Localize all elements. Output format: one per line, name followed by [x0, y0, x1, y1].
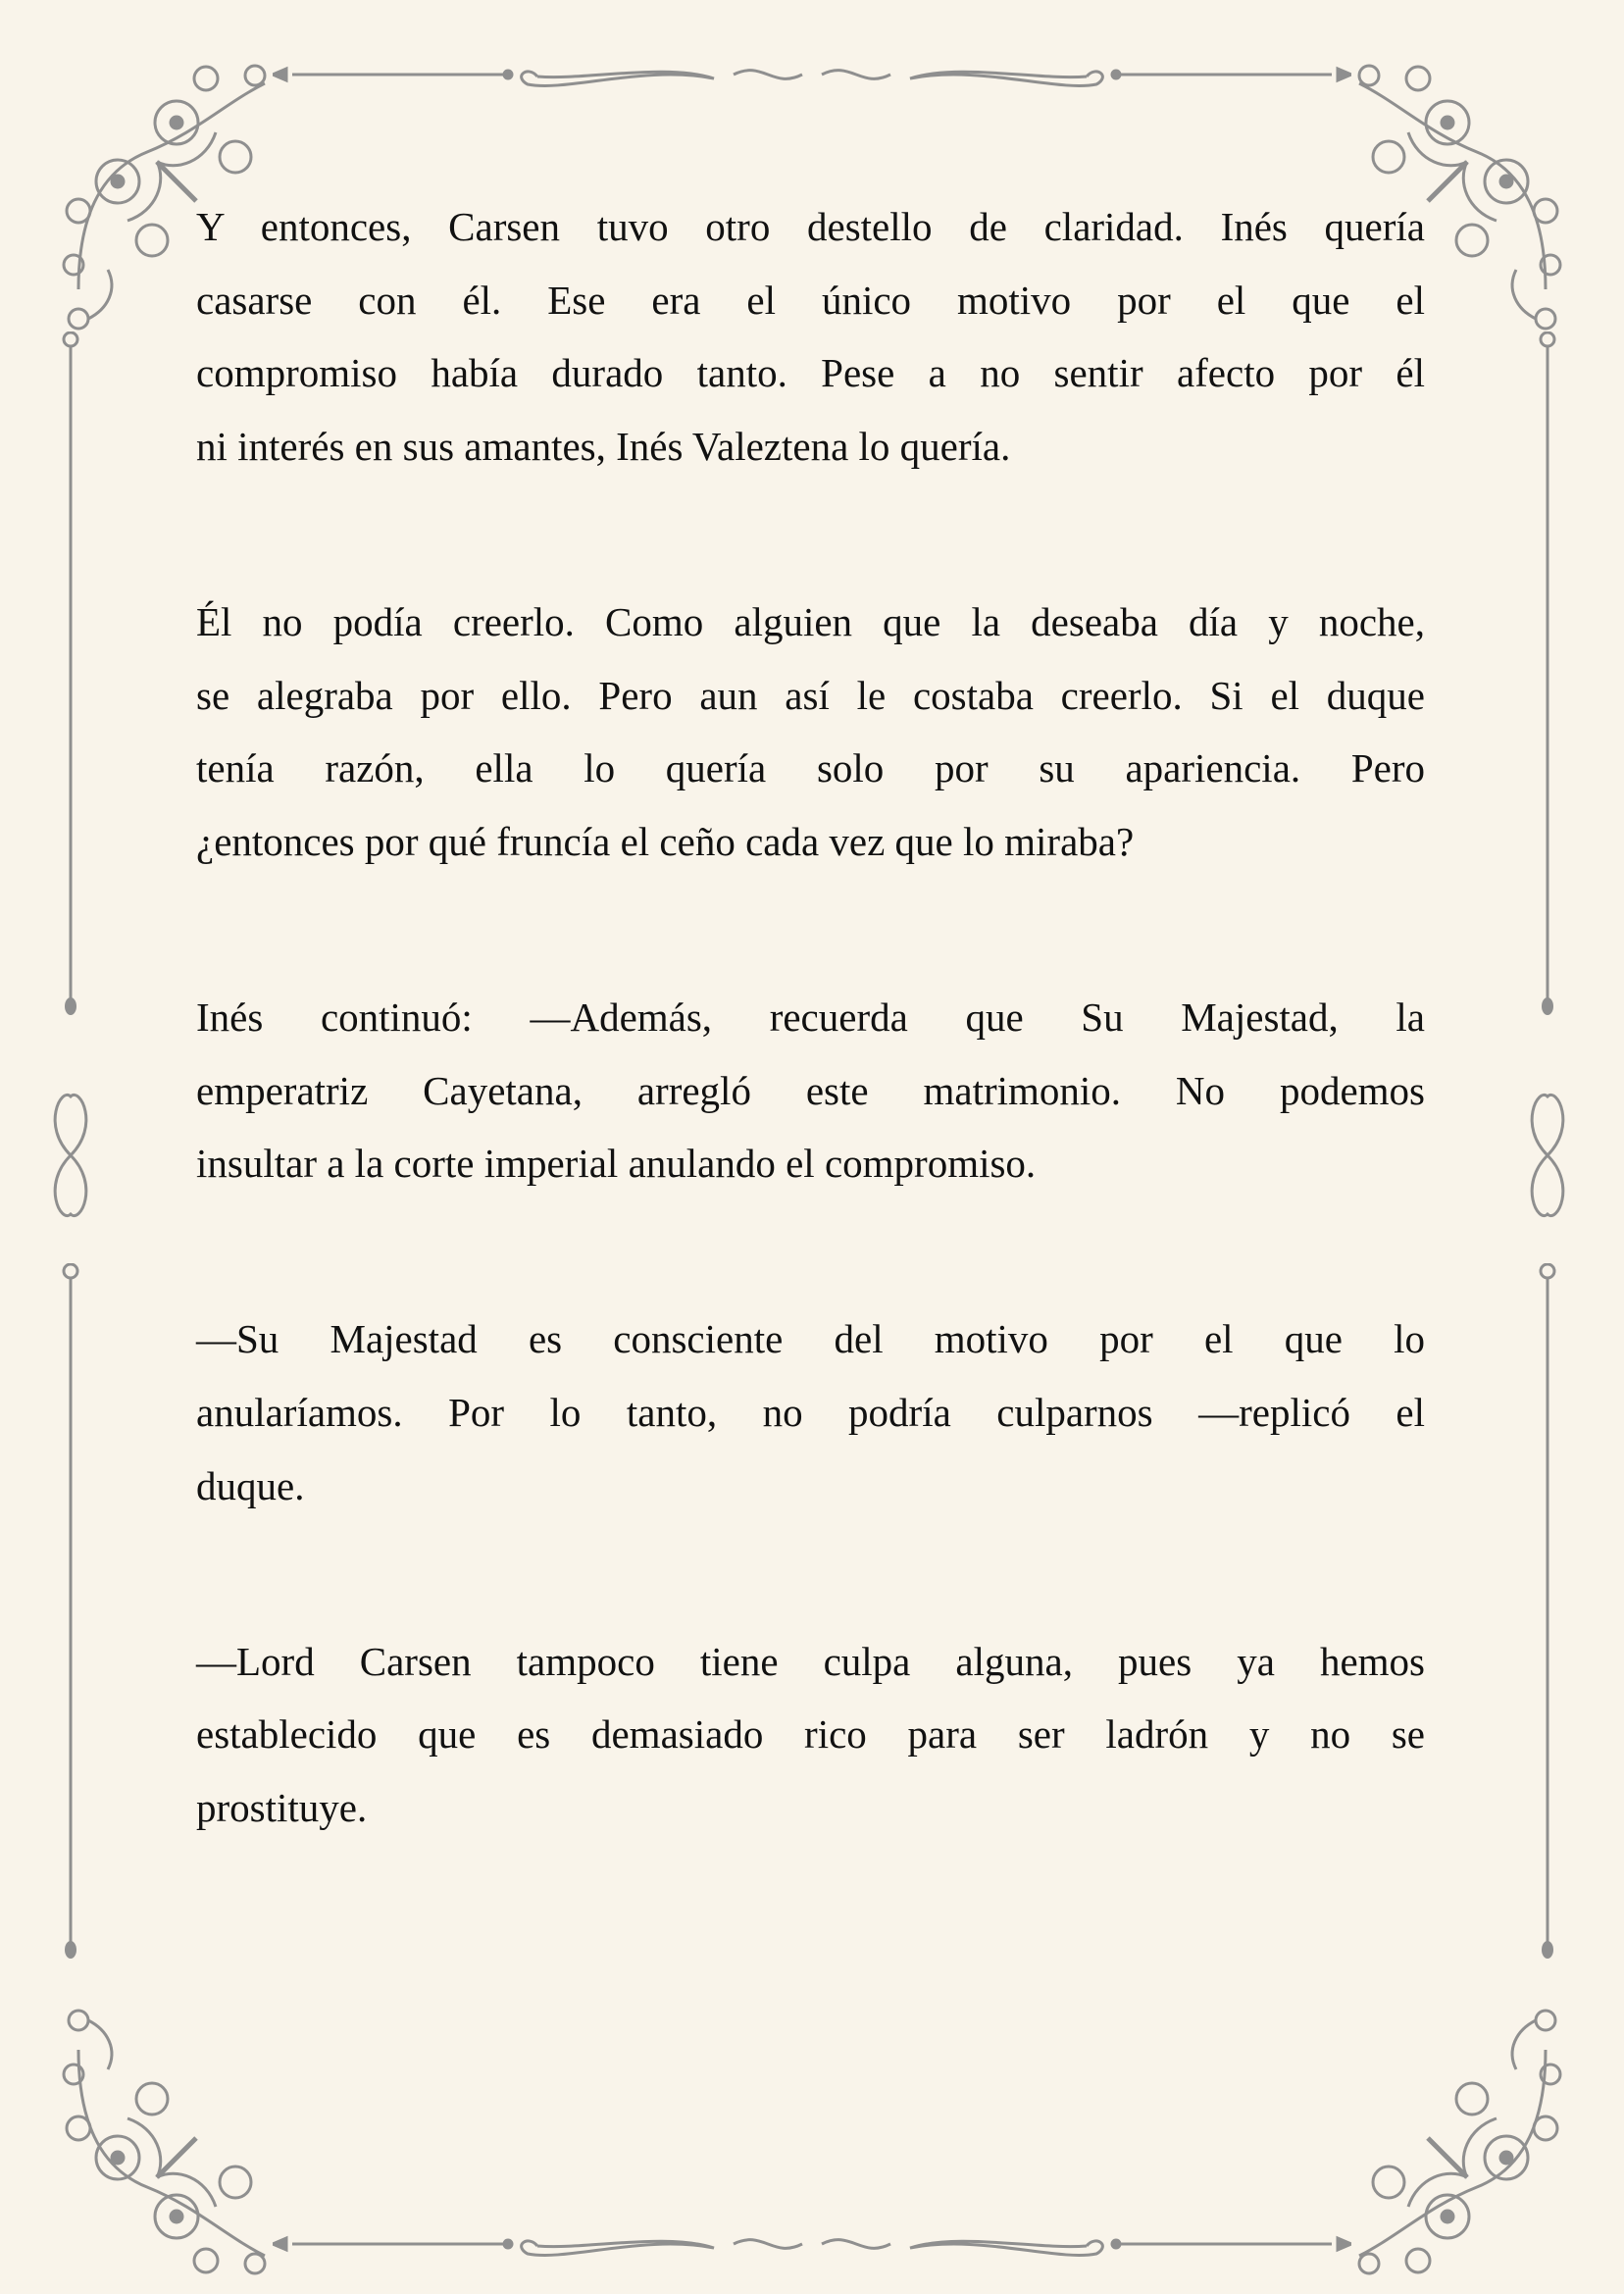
text-line: prostituye.: [196, 1784, 368, 1830]
text-line: insultar a la corte imperial anulando el compromiso.: [196, 1141, 1037, 1187]
text-line: Inés continuó: —Además, recuerda que Su Majestad, la: [196, 994, 1425, 1040]
text-line: —Su Majestad es consciente del motivo por el que lo: [196, 1316, 1425, 1362]
paragraph: [196, 1302, 1425, 1522]
left-border-line-lower: [61, 1263, 80, 1960]
text-line: ni interés en sus amantes, Inés Valeztena lo quería.: [196, 423, 1011, 469]
left-infinity-ornament: [51, 1087, 100, 1229]
text-line: tenía razón, ella lo quería solo por su apariencia. Pero: [196, 745, 1425, 791]
top-border-ornament: [273, 65, 1351, 88]
paragraph: [196, 190, 1425, 483]
bottom-right-corner-ornament: [1330, 2001, 1565, 2275]
text-line: ¿entonces por qué fruncía el ceño cada vez que lo miraba?: [196, 818, 1135, 864]
paragraph: [196, 981, 1425, 1200]
right-infinity-ornament: [1528, 1087, 1577, 1229]
bottom-border-ornament: [273, 2234, 1351, 2258]
text-line: Y entonces, Carsen tuvo otro destello de claridad. Inés quería: [196, 204, 1425, 249]
text-line: se alegraba por ello. Pero aun así le costaba creerlo. Si el duque: [196, 672, 1425, 718]
text-line: casarse con él. Ese era el único motivo por el que el: [196, 277, 1425, 323]
bottom-left-corner-ornament: [59, 2001, 294, 2275]
paragraph: [196, 586, 1425, 878]
text-line: —Lord Carsen tampoco tiene culpa alguna, pues ya hemos: [196, 1638, 1425, 1684]
paragraph: [196, 1625, 1425, 1845]
right-border-line-upper: [1538, 331, 1557, 1018]
text-line: duque.: [196, 1462, 305, 1508]
text-line: establecido que es demasiado rico para ser ladrón y no se: [196, 1711, 1425, 1758]
right-border-line-lower: [1538, 1263, 1557, 1960]
text-line: emperatriz Cayetana, arregló este matrimonio. No podemos: [196, 1067, 1425, 1113]
left-border-line-upper: [61, 331, 80, 1018]
text-line: compromiso había durado tanto. Pese a no sentir afecto por él: [196, 350, 1425, 396]
text-line: anularíamos. Por lo tanto, no podría culparnos —replicó el: [196, 1389, 1425, 1435]
text-line: Él no podía creerlo. Como alguien que la deseaba día y noche,: [196, 598, 1425, 644]
page-body-text: [196, 190, 1425, 1947]
